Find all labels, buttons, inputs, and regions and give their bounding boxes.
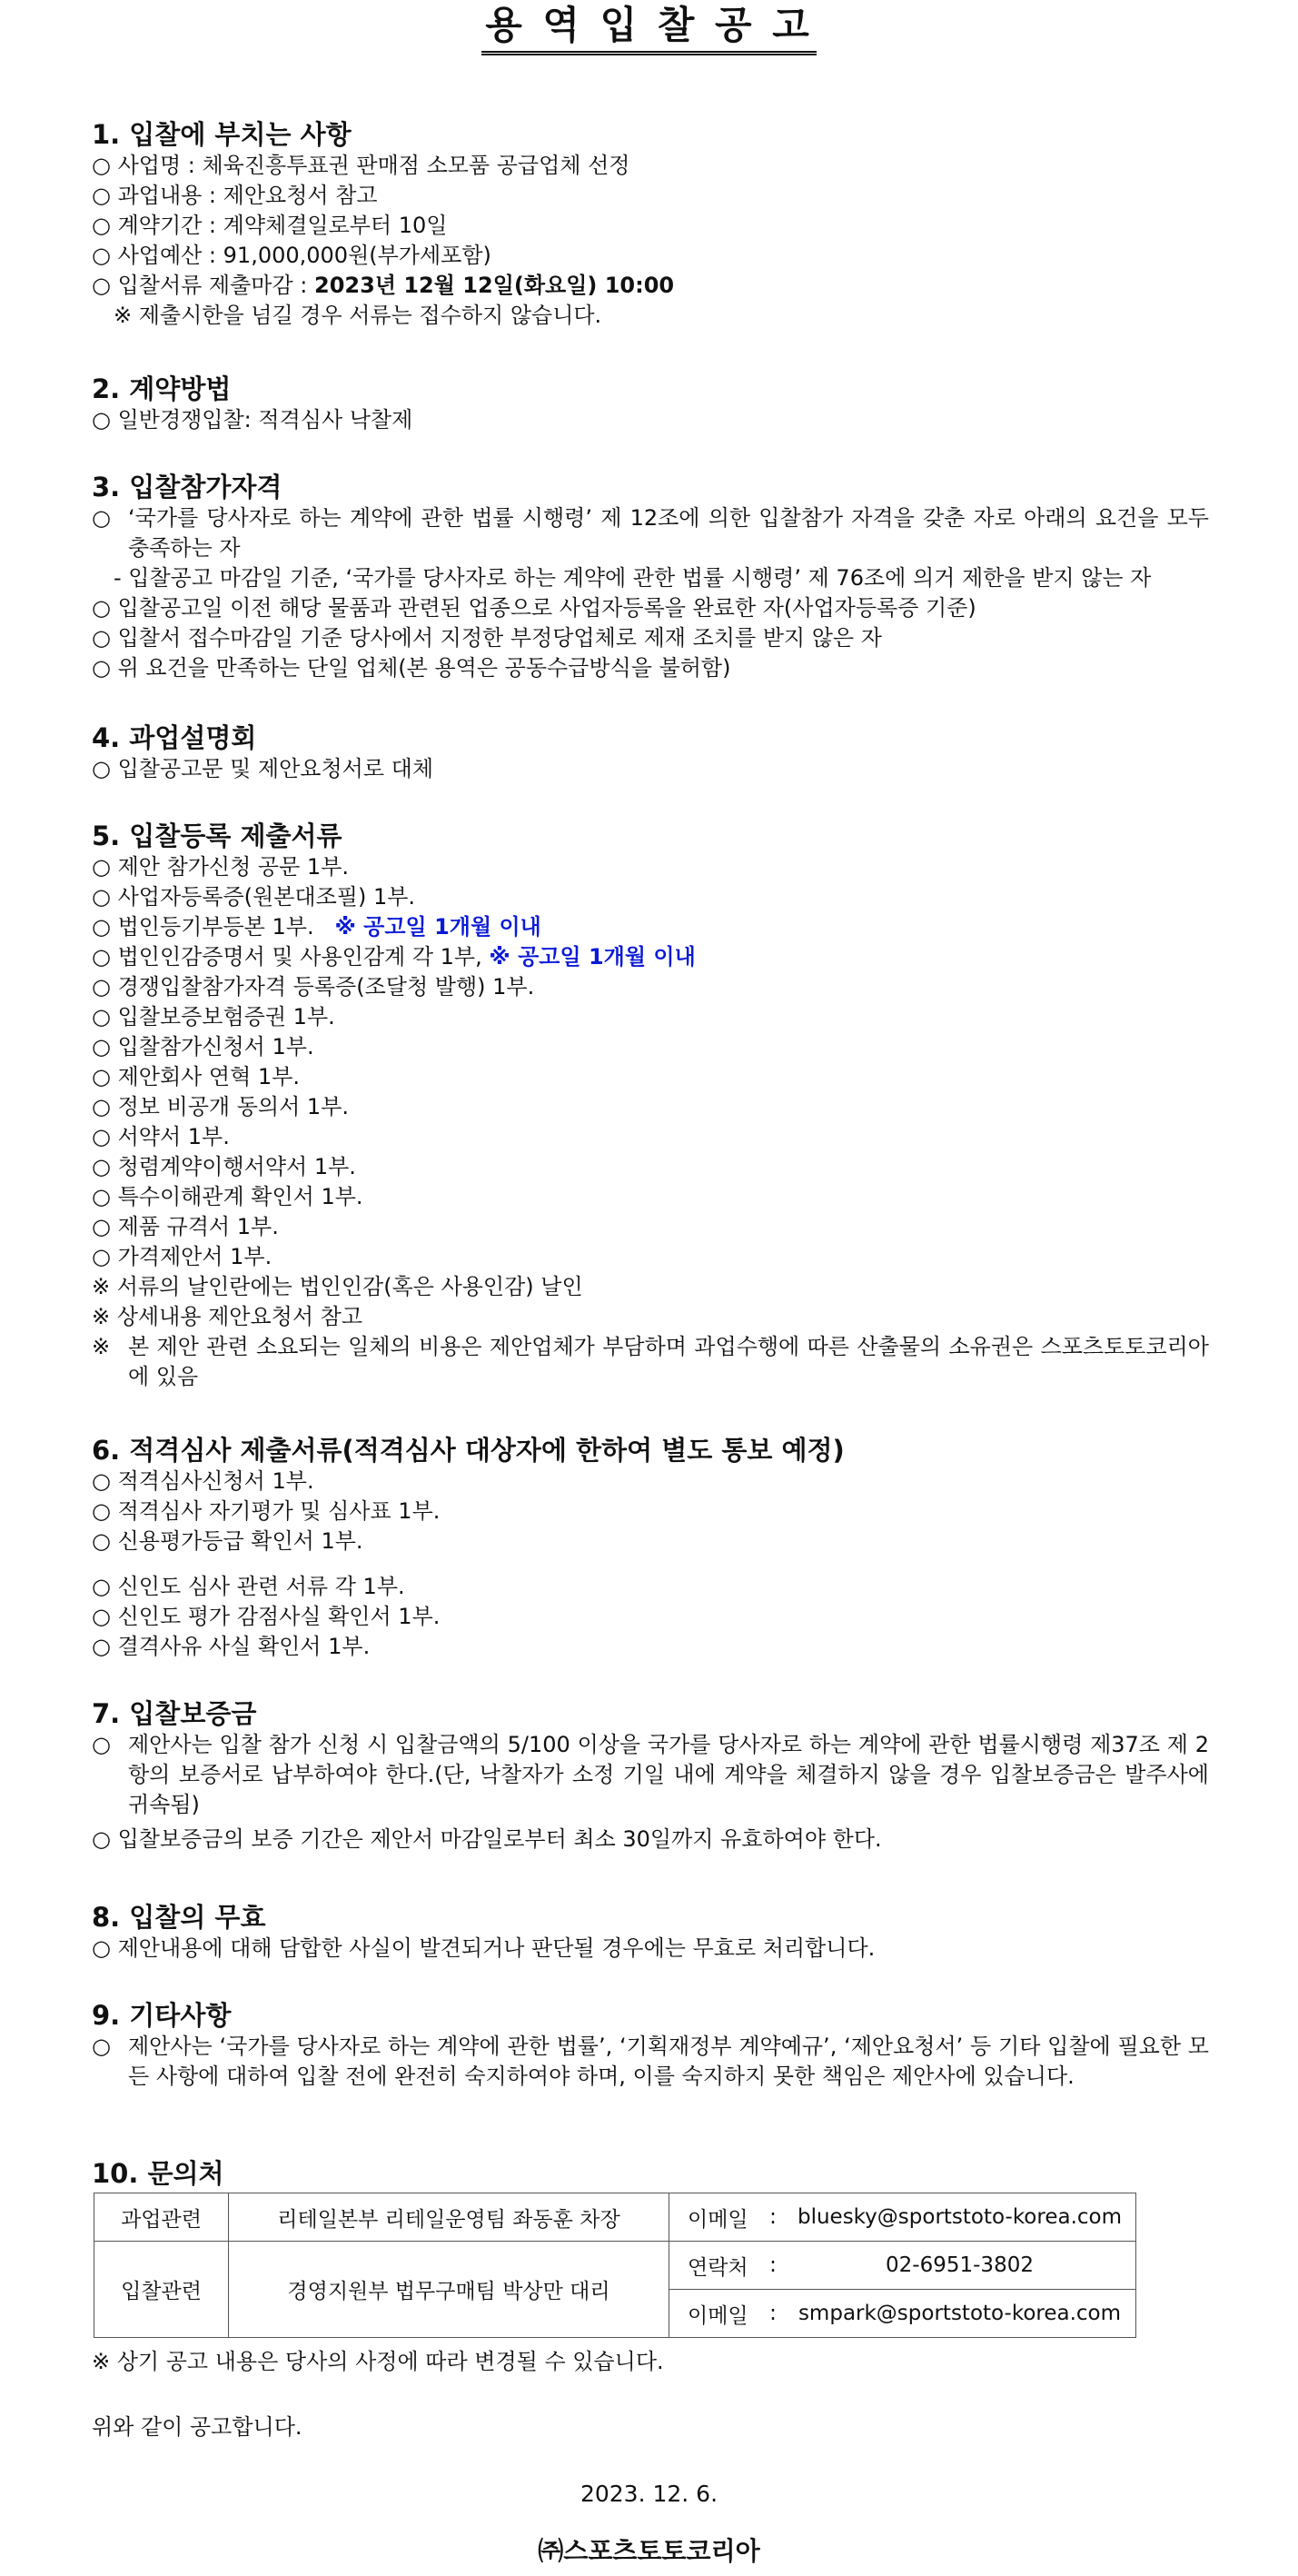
- s3-line-2: ○ 입찰공고일 이전 해당 물품과 관련된 업종으로 사업자등록을 완료한 자(사업자등록증 기준): [92, 595, 976, 621]
- company-name: ㈜스포츠토토코리아: [538, 2536, 760, 2566]
- section-9-heading: 9. 기타사항: [92, 2000, 232, 2031]
- contact-email-cell: 이메일 : bluesky@sportstoto-korea.com: [669, 2193, 1136, 2242]
- table-row: [94, 2242, 1136, 2290]
- section-3-heading: 3. 입찰참가자격: [92, 472, 282, 502]
- s6-line-3: ○ 신용평가등급 확인서 1부.: [92, 1528, 363, 1554]
- email-link[interactable]: smpark@sportstoto-korea.com: [798, 2302, 1122, 2325]
- s5-line-3: ○ 법인등기부등본 1부. ※ 공고일 1개월 이내: [92, 914, 541, 940]
- s1-note: ※ 제출시한을 넘길 경우 서류는 접수하지 않습니다.: [114, 303, 602, 328]
- s5-note-1: ※ 서류의 날인란에는 법인인감(혹은 사용인감) 날인: [92, 1274, 583, 1299]
- announcement-date: 2023. 12. 6.: [580, 2481, 718, 2507]
- s5-line-12: ○ 특수이해관계 확인서 1부.: [92, 1184, 363, 1209]
- section-10-heading: 10. 문의처: [92, 2158, 224, 2189]
- s5-note-2: ※ 상세내용 제안요청서 참고: [92, 1304, 363, 1329]
- email-link[interactable]: bluesky@sportstoto-korea.com: [797, 2205, 1123, 2229]
- s3-sub-item: - 입찰공고 마감일 기준, ‘국가를 당사자로 하는 계약에 관한 법률 시행령’ 제 76조에 의거 제한을 받지 않는 자: [114, 565, 1152, 591]
- page-title: 용 역 입 찰 공 고: [0, 2, 1298, 55]
- s7-line-2: ○ 입찰보증금의 보증 기간은 제안서 마감일로부터 최소 30일까지 유효하여야 한다.: [92, 1826, 882, 1852]
- deadline: 2023년 12월 12일(화요일) 10:00: [314, 273, 675, 298]
- s5-line-9: ○ 정보 비공개 동의서 1부.: [92, 1094, 350, 1119]
- footer-notice: ※ 상기 공고 내용은 당사의 사정에 따라 변경될 수 있습니다.: [92, 2349, 664, 2374]
- section-5-heading: 5. 입찰등록 제출서류: [92, 821, 342, 851]
- s3-line-3: ○ 입찰서 접수마감일 기준 당사에서 지정한 부정당업체로 제재 조치를 받지 않은 자: [92, 625, 882, 651]
- s1-line-3: ○ 계약기간 : 계약체결일로부터 10일: [92, 213, 448, 238]
- s4-line-1: ○ 입찰공고문 및 제안요청서로 대체: [92, 756, 434, 781]
- s1-line-4: ○ 사업예산 : 91,000,000원(부가세포함): [92, 243, 491, 268]
- footer-closing: 위와 같이 공고합니다.: [92, 2414, 302, 2440]
- s5-line-13: ○ 제품 규격서 1부.: [92, 1214, 279, 1239]
- s5-note-3: ※ 본 제안 관련 소요되는 일체의 비용은 제안업체가 부담하며 과업수행에 따른 산출물의 소유권은 스포츠토토코리아에 있음: [92, 1334, 1209, 1389]
- section-1-heading: 1. 입찰에 부치는 사항: [92, 119, 352, 150]
- contact-phone-cell: 연락처 : 02-6951-3802: [669, 2242, 1136, 2290]
- s6-line-6: ○ 결격사유 사실 확인서 1부.: [92, 1634, 371, 1659]
- s5-line-2: ○ 사업자등록증(원본대조필) 1부.: [92, 884, 416, 910]
- s5-line-5: ○ 경쟁입찰참가자격 등록증(조달청 발행) 1부.: [92, 974, 535, 1000]
- s3-item-1: ○ ‘국가를 당사자로 하는 계약에 관한 법률 시행령’ 제 12조에 의한 입찰참가 자격을 갖춘 자로 아래의 요건을 모두 충족하는 자: [92, 505, 1209, 561]
- s9-item-1: ○ 제안사는 ‘국가를 당사자로 하는 계약에 관한 법률’, ‘기획재정부 계약예규’, ‘제안요청서’ 등 기타 입찰에 필요한 모든 사항에 대하여 입찰 전에 완전히 숙지하여야 하며, 이를 숙지하지 못한 책임은 제안사에 있습니다.: [92, 2034, 1209, 2089]
- s8-line-1: ○ 제안내용에 대해 담합한 사실이 발견되거나 판단될 경우에는 무효로 처리합니다.: [92, 1935, 876, 1961]
- s2-line-1: ○ 일반경쟁입찰: 적격심사 낙찰제: [92, 407, 413, 433]
- contact-category: 과업관련: [94, 2193, 229, 2242]
- s5-line-11: ○ 청렴계약이행서약서 1부.: [92, 1154, 356, 1179]
- s3-line-4: ○ 위 요건을 만족하는 단일 업체(본 용역은 공동수급방식을 불허함): [92, 655, 731, 681]
- s5-line-4-note: ※ 공고일 1개월 이내: [489, 944, 696, 970]
- s1-line-5: ○ 입찰서류 제출마감 : 2023년 12월 12일(화요일) 10:00: [92, 273, 675, 298]
- s5-line-14: ○ 가격제안서 1부.: [92, 1244, 272, 1269]
- s1-line-2: ○ 과업내용 : 제안요청서 참고: [92, 183, 378, 208]
- phone-number: 02-6951-3802: [886, 2253, 1034, 2277]
- section-6-heading: 6. 적격심사 제출서류(적격심사 대상자에 한하여 별도 통보 예정): [92, 1435, 845, 1466]
- contact-category: 입찰관련: [94, 2242, 229, 2338]
- s5-line-1: ○ 제안 참가신청 공문 1부.: [92, 854, 350, 880]
- s6-line-2: ○ 적격심사 자기평가 및 심사표 1부.: [92, 1498, 441, 1524]
- contact-person: 리테일본부 리테일운영팀 좌동훈 차장: [229, 2193, 669, 2242]
- s6-line-5: ○ 신인도 평가 감점사실 확인서 1부.: [92, 1604, 441, 1629]
- section-8-heading: 8. 입찰의 무효: [92, 1902, 266, 1933]
- s5-line-8: ○ 제안회사 연혁 1부.: [92, 1064, 301, 1089]
- section-4-heading: 4. 과업설명회: [92, 722, 257, 753]
- s5-line-7: ○ 입찰참가신청서 1부.: [92, 1034, 314, 1059]
- s5-line-3-note: ※ 공고일 1개월 이내: [334, 914, 541, 940]
- s7-item-1: ○ 제안사는 입찰 참가 신청 시 입찰금액의 5/100 이상을 국가를 당사자로 하는 계약에 관한 법률시행령 제37조 제 2항의 보증서로 납부하여야 한다.(단, 낙찰자가 소정 기일 내에 계약을 체결하지 않을 경우 입찰보증금은 발주사에 귀속됨): [92, 1732, 1209, 1817]
- section-7-heading: 7. 입찰보증금: [92, 1698, 257, 1729]
- contact-email-cell: 이메일 : smpark@sportstoto-korea.com: [669, 2290, 1136, 2338]
- table-row: [94, 2193, 1136, 2242]
- contact-table: [94, 2193, 1136, 2338]
- s6-line-4: ○ 신인도 심사 관련 서류 각 1부.: [92, 1574, 405, 1599]
- s5-line-10: ○ 서약서 1부.: [92, 1124, 230, 1149]
- s1-line-1: ○ 사업명 : 체육진흥투표권 판매점 소모품 공급업체 선정: [92, 153, 630, 178]
- contact-person: 경영지원부 법무구매팀 박상만 대리: [229, 2242, 669, 2338]
- s5-line-4: ○ 법인인감증명서 및 사용인감계 각 1부, ※ 공고일 1개월 이내: [92, 944, 696, 970]
- s6-line-1: ○ 적격심사신청서 1부.: [92, 1468, 314, 1494]
- s5-line-6: ○ 입찰보증보험증권 1부.: [92, 1004, 335, 1029]
- section-2-heading: 2. 계약방법: [92, 373, 232, 404]
